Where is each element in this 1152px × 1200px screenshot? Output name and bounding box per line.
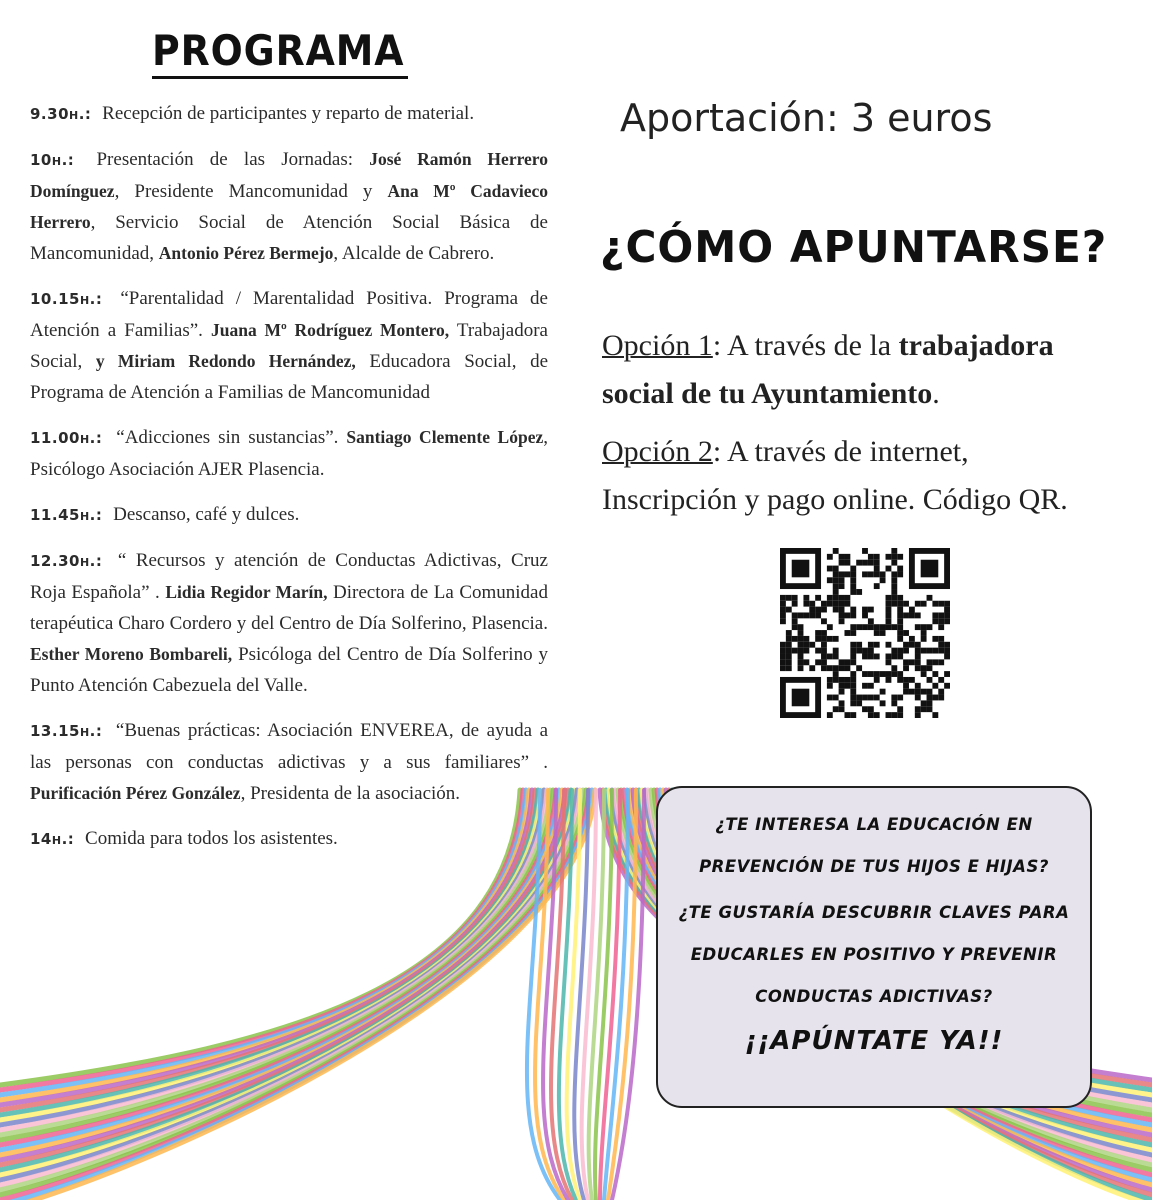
callout-box xyxy=(656,786,1092,1108)
program-item-text: , Alcalde de Cabrero. xyxy=(333,243,495,264)
program-list xyxy=(30,98,548,869)
program-item-text: Presentación de las Jornadas: xyxy=(80,149,370,170)
program-item xyxy=(30,715,548,809)
program-item-speaker: Ana Mº Cadavieco Herrero xyxy=(30,181,548,232)
program-item-text: , Psicólogo Asociación AJER Plasencia. xyxy=(30,427,548,480)
program-item xyxy=(30,499,548,531)
program-item-text: , Servicio Social de Atención Social Básica de Mancomunidad, xyxy=(30,212,548,264)
program-item xyxy=(30,283,548,408)
program-item xyxy=(30,98,548,130)
signup-option-2 xyxy=(602,428,1102,524)
program-item-speaker: Juana Mº Rodríguez Montero, xyxy=(211,320,450,340)
program-item-text: “Buenas prácticas: Asociación ENVEREA, de ayuda a las personas con conductas adictivas y a sus familiares” . xyxy=(30,720,548,773)
program-item-time: 9.30h.: xyxy=(30,105,92,123)
program-item-speaker: José Ramón Herrero Domínguez xyxy=(30,149,549,201)
signup-option-text: trabajadora social de tu Ayuntamiento xyxy=(602,329,1054,410)
program-item-text: Educadora Social, de Programa de Atención a Familias de Mancomunidad xyxy=(30,351,548,403)
program-item-speaker: Santiago Clemente López xyxy=(346,427,544,447)
price-heading: Aportación: 3 euros xyxy=(620,96,993,140)
signup-option-text: : A través de la xyxy=(712,329,899,362)
program-item-text: , Presidenta de la asociación. xyxy=(240,783,461,804)
program-item-speaker: Esther Moreno Bombareli, xyxy=(30,644,233,664)
program-item-text: , Presidente Mancomunidad y xyxy=(114,181,388,202)
program-title: PROGRAMA xyxy=(152,26,405,75)
program-item-text: Descanso, café y dulces. xyxy=(108,504,300,525)
callout-question-2: ¿TE GUSTARÍA DESCUBRIR CLAVES PARA EDUCARLES EN POSITIVO Y PREVENIR CONDUCTAS ADICTIVAS? xyxy=(678,903,1070,1006)
program-item-text: Trabajadora Social, xyxy=(30,320,548,372)
signup-heading: ¿CÓMO APUNTARSE? xyxy=(600,222,1108,273)
signup-option-text: : A través de internet, Inscripción y pago online. Código QR. xyxy=(602,435,1068,516)
program-item-speaker: y Miriam Redondo Hernández, xyxy=(95,351,356,371)
program-item-text: Comida para todos los asistentes. xyxy=(80,828,338,849)
program-item xyxy=(30,144,548,269)
program-item-speaker: Lidia Regidor Marín, xyxy=(165,582,328,602)
program-item xyxy=(30,823,548,855)
program-item-time: 13.15h.: xyxy=(30,722,103,740)
program-item-speaker: Purificación Pérez González xyxy=(30,783,241,803)
signup-option-label: Opción 2 xyxy=(602,435,713,468)
signup-option-text: . xyxy=(932,377,940,410)
program-item-text: Psicóloga del Centro de Día Solferino y Punto Atención Cabezuela del Valle. xyxy=(30,644,549,696)
program-item-text: Recepción de participantes y reparto de material. xyxy=(97,103,475,124)
program-item-text: “ Recursos y atención de Conductas Adictivas, Cruz Roja Española” . xyxy=(30,550,548,603)
program-item-time: 11.45h.: xyxy=(30,506,103,524)
program-item-time: 14h.: xyxy=(30,830,75,848)
program-item-speaker: Antonio Pérez Bermejo xyxy=(158,243,334,263)
program-item-time: 12.30h.: xyxy=(30,552,103,570)
signup-option-label: Opción 1 xyxy=(602,329,713,362)
signup-option-1 xyxy=(602,322,1102,418)
program-item xyxy=(30,422,548,485)
program-title-underline xyxy=(152,76,408,79)
callout-cta[interactable]: ¡¡APÚNTATE YA!! xyxy=(744,1026,1004,1056)
program-item-time: 11.00h.: xyxy=(30,429,103,447)
program-item-time: 10.15h.: xyxy=(30,290,103,308)
program-item-text: Directora de La Comunidad terapéutica Charo Cordero y del Centro de Día Solferino, Plasencia. xyxy=(30,582,548,634)
qr-code-icon[interactable] xyxy=(780,548,950,718)
program-item-text: “Parentalidad / Marentalidad Positiva. Programa de Atención a Familias”. xyxy=(30,288,548,341)
program-item-text: “Adicciones sin sustancias”. xyxy=(108,427,347,448)
program-item-time: 10h.: xyxy=(30,151,75,169)
program-item xyxy=(30,545,548,701)
callout-question-1: ¿TE INTERESA LA EDUCACIÓN EN PREVENCIÓN DE TUS HIJOS E HIJAS? xyxy=(699,815,1049,876)
signup-options xyxy=(602,322,1102,534)
